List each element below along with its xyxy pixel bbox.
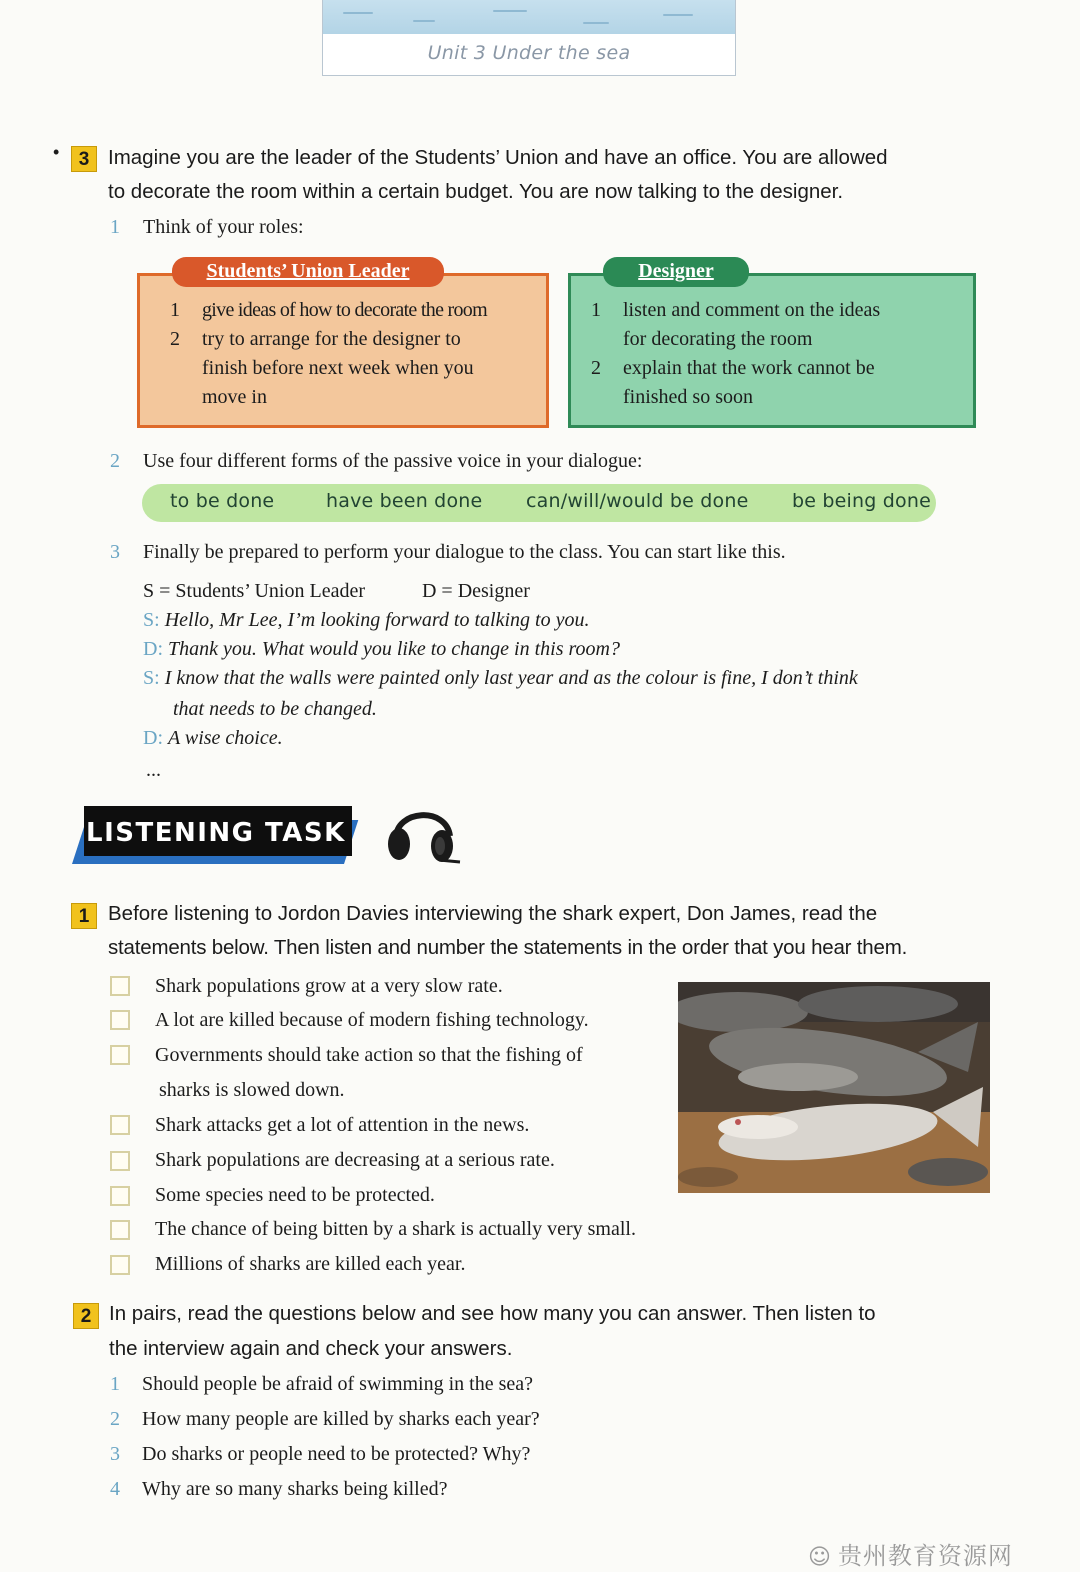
designer-item-1: 1 listen and comment on the ideas for decorating the room — [591, 299, 881, 350]
wechat-icon: ☺ — [808, 1545, 832, 1570]
question-3: 3 Do sharks or people need to be protected? Why? — [110, 1443, 531, 1465]
step-1 — [110, 212, 304, 242]
headphones-icon — [384, 800, 462, 866]
task-number-1: 1 — [71, 903, 97, 929]
task1-text-line1: Before listening to Jordon Davies interviewing the shark expert, Don James, read the — [108, 902, 878, 925]
question-4: 4 Why are so many sharks being killed? — [110, 1478, 448, 1500]
step-text: Think of your roles: — [143, 216, 304, 238]
dialogue-ellipsis: ... — [146, 759, 161, 781]
passive-forms-bar — [142, 484, 936, 522]
task2-text-line1: In pairs, read the questions below and see how many you can answer. Then listen to — [109, 1302, 876, 1325]
step-text: Use four different forms of the passive voice in your dialogue: — [143, 450, 643, 472]
passive-form-2: have been done — [326, 490, 483, 512]
task-number-2: 2 — [73, 1303, 99, 1329]
passive-form-4: be being done — [792, 490, 931, 512]
task2-text-line2: the interview again and check your answers. — [109, 1337, 513, 1360]
statement-5: Shark populations are decreasing at a serious rate. — [155, 1149, 555, 1171]
step-text: Finally be prepared to perform your dialogue to the class. You can start like this. — [143, 541, 786, 563]
order-checkbox-5[interactable] — [110, 1151, 130, 1171]
statement-1: Shark populations grow at a very slow rate. — [155, 975, 503, 997]
task3-text-line1: Imagine you are the leader of the Students’ Union and have an office. You are allowed — [108, 146, 888, 169]
statement-3-continued: sharks is slowed down. — [159, 1079, 345, 1101]
order-checkbox-8[interactable] — [110, 1255, 130, 1275]
statement-3: Governments should take action so that the fishing of — [155, 1044, 583, 1066]
leader-item-1: 1 give ideas of how to decorate the room — [170, 299, 487, 321]
unit-banner — [322, 0, 736, 76]
leader-role-title: Students’ Union Leader — [172, 257, 444, 287]
listening-task-title: LISTENING TASK — [86, 818, 346, 848]
question-2: 2 How many people are killed by sharks each year? — [110, 1408, 540, 1430]
statement-2: A lot are killed because of modern fishing technology. — [155, 1009, 589, 1031]
step-number: 1 — [110, 216, 120, 238]
passive-form-1: to be done — [170, 490, 275, 512]
task3-text-line2: to decorate the room within a certain budget. You are now talking to the designer. — [108, 180, 844, 203]
key-d: D = Designer — [421, 580, 530, 602]
dialogue-line: D: A wise choice. — [143, 727, 283, 749]
dialogue-line: D: Thank you. What would you like to change in this room? — [143, 638, 620, 660]
order-checkbox-1[interactable] — [110, 976, 130, 996]
step-number: 2 — [110, 450, 120, 472]
dialogue-line: S: Hello, Mr Lee, I’m looking forward to talking to you. — [143, 609, 590, 631]
statement-7: The chance of being bitten by a shark is actually very small. — [155, 1218, 636, 1240]
shark-photo — [678, 982, 990, 1193]
watermark: ☺ 贵州教育资源网 — [808, 1542, 1013, 1570]
order-checkbox-4[interactable] — [110, 1115, 130, 1135]
passive-form-3: can/will/would be done — [526, 490, 749, 512]
task-number-3: 3 — [71, 146, 97, 172]
dialogue-line: that needs to be changed. — [173, 698, 377, 720]
key-s: S = Students’ Union Leader — [143, 580, 365, 602]
statement-8: Millions of sharks are killed each year. — [155, 1253, 466, 1275]
designer-role-title: Designer — [603, 257, 749, 287]
statement-6: Some species need to be protected. — [155, 1184, 435, 1206]
statement-4: Shark attacks get a lot of attention in the news. — [155, 1114, 530, 1136]
unit-title: Unit 3 Under the sea — [427, 42, 631, 64]
dialogue-key — [143, 577, 530, 606]
step-number: 3 — [110, 541, 120, 563]
sea-illustration — [323, 0, 735, 34]
designer-item-2: 2 explain that the work cannot be finished so soon — [591, 357, 875, 408]
order-checkbox-7[interactable] — [110, 1220, 130, 1240]
leader-item-2: 2 try to arrange for the designer to finish before next week when you move in — [170, 328, 474, 408]
listening-task-banner — [72, 806, 352, 864]
task1-text-line2: statements below. Then listen and number the statements in the order that you hear them. — [108, 936, 908, 959]
question-1: 1 Should people be afraid of swimming in the sea? — [110, 1373, 534, 1395]
order-checkbox-3[interactable] — [110, 1045, 130, 1065]
optional-marker: • — [53, 142, 60, 162]
order-checkbox-6[interactable] — [110, 1186, 130, 1206]
order-checkbox-2[interactable] — [110, 1010, 130, 1030]
dialogue-line: S: I know that the walls were painted only last year and as the colour is fine, I don’t think — [143, 667, 858, 689]
step-2 — [110, 446, 643, 476]
step-3 — [110, 537, 786, 567]
